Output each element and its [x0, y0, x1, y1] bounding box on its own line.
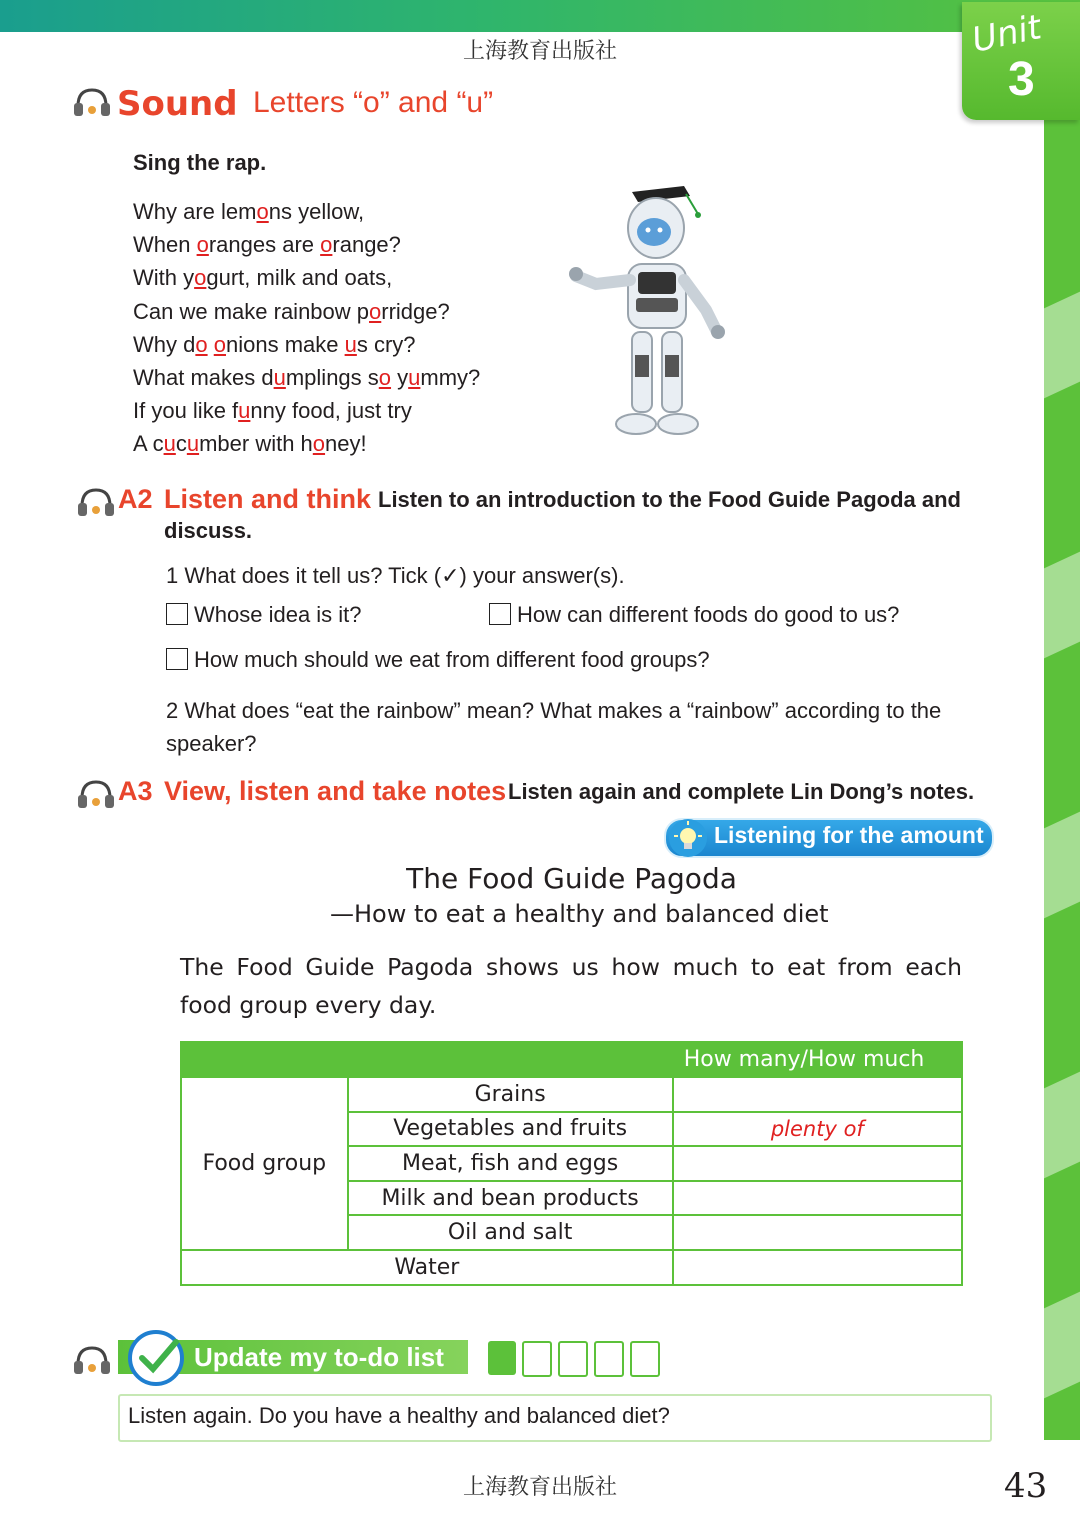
food-item: Milk and bean products — [348, 1181, 673, 1216]
page-number: 43 — [1004, 1466, 1048, 1506]
highlighted-letter: o — [196, 232, 209, 258]
rap-line: Why do onions make us cry? — [133, 331, 416, 357]
option-1-label: Whose idea is it? — [194, 602, 362, 627]
progress-square[interactable] — [558, 1341, 588, 1377]
food-item: Grains — [348, 1077, 673, 1112]
progress-square[interactable] — [522, 1341, 552, 1377]
a2-question-1: 1 What does it tell us? Tick (✓) your answer(s). — [166, 563, 625, 588]
amount-cell[interactable] — [673, 1146, 962, 1181]
robot-illustration — [566, 180, 736, 442]
option-2-label: How can different foods do good to us? — [517, 602, 900, 627]
publisher-footer: 上海教育出版社 — [462, 1475, 617, 1500]
rap-line: What makes dumplings so yummy? — [133, 365, 481, 391]
highlighted-letter: u — [408, 365, 421, 391]
a2-question-2-cont: speaker? — [166, 731, 257, 756]
a2-question-2: 2 What does “eat the rainbow” mean? What makes a “rainbow” according to the — [166, 698, 942, 723]
notes-body: The Food Guide Pagoda shows us how much to eat from each food group every day. — [180, 953, 962, 1019]
a3-number: A3 — [118, 776, 153, 806]
sound-subtitle: Letters “o” and “u” — [253, 86, 494, 119]
progress-square-filled — [488, 1341, 516, 1375]
side-stripe — [1044, 1072, 1080, 1179]
rap-line: Why are lemons yellow, — [133, 199, 365, 224]
highlighted-letter: u — [238, 398, 251, 424]
unit-number: 3 — [1008, 53, 1035, 106]
rap-line: When oranges are orange? — [133, 232, 401, 258]
headphones-icon — [72, 1344, 112, 1378]
sound-title: Sound — [117, 84, 238, 124]
todo-prompt: Listen again. Do you have a healthy and balanced diet? — [128, 1403, 670, 1428]
rap-line: If you like funny food, just try — [133, 398, 412, 424]
side-stripe — [1044, 552, 1080, 659]
a2-instruction: Listen to an introduction to the Food Guide Pagoda and — [378, 487, 961, 512]
highlighted-letter: o — [312, 431, 326, 457]
highlighted-letter: o — [369, 298, 382, 324]
table-header-blank — [181, 1042, 348, 1077]
option-3-label: How much should we eat from different food groups? — [194, 647, 710, 672]
highlighted-letter: o — [320, 232, 333, 258]
side-stripe — [1044, 1292, 1080, 1399]
highlighted-letter: o — [378, 365, 392, 391]
food-group-table — [180, 1041, 963, 1286]
rap-lyrics — [133, 195, 480, 461]
unit-label: Unit — [968, 7, 1045, 61]
amount-cell[interactable] — [673, 1215, 962, 1250]
lightbulb-icon — [668, 818, 708, 858]
highlighted-letter: o — [195, 331, 208, 357]
rap-line: A cucumber with honey! — [133, 431, 367, 457]
table-header-amount: How many/How much — [673, 1042, 962, 1077]
highlighted-letter: u — [163, 431, 176, 457]
a2-number: A2 — [118, 484, 153, 514]
amount-cell[interactable] — [673, 1250, 962, 1285]
highlighted-letter: u — [273, 365, 286, 391]
amount-cell[interactable]: plenty of — [673, 1112, 962, 1147]
publisher-header: 上海教育出版社 — [462, 39, 617, 64]
food-item: Vegetables and fruits — [348, 1112, 673, 1147]
food-item: Oil and salt — [348, 1215, 673, 1250]
progress-square[interactable] — [594, 1341, 624, 1377]
headphones-icon — [72, 86, 112, 120]
top-color-bar — [0, 0, 1080, 32]
water-row-label: Water — [181, 1250, 673, 1285]
highlighted-letter: o — [213, 331, 226, 357]
highlighted-letter: o — [194, 265, 207, 291]
checkmark-circle-icon — [126, 1328, 186, 1388]
notes-subtitle: —How to eat a healthy and balanced diet — [330, 900, 829, 928]
todo-title: Update my to-do list — [194, 1342, 444, 1372]
headphones-icon — [76, 486, 116, 520]
table-header-blank — [348, 1042, 673, 1077]
checkbox-option-2[interactable] — [489, 603, 511, 625]
amount-cell[interactable] — [673, 1077, 962, 1112]
notes-title: The Food Guide Pagoda — [406, 862, 737, 895]
headphones-icon — [76, 778, 116, 812]
highlighted-letter: o — [256, 199, 269, 224]
a3-instruction: Listen again and complete Lin Dong’s notes. — [508, 779, 975, 804]
a3-title: View, listen and take notes — [164, 776, 507, 806]
rap-line: Can we make rainbow porridge? — [133, 298, 450, 324]
highlighted-letter: u — [344, 331, 357, 357]
listening-tip-text: Listening for the amount — [714, 822, 984, 848]
amount-cell[interactable] — [673, 1181, 962, 1216]
sound-instruction: Sing the rap. — [133, 150, 267, 175]
highlighted-letter: u — [186, 431, 200, 457]
rap-line: With yogurt, milk and oats, — [133, 265, 393, 291]
checkbox-option-1[interactable] — [166, 603, 188, 625]
checkbox-option-3[interactable] — [166, 648, 188, 670]
a2-title: Listen and think — [164, 484, 372, 514]
food-item: Meat, fish and eggs — [348, 1146, 673, 1181]
side-stripe — [1044, 292, 1080, 399]
progress-square[interactable] — [630, 1341, 660, 1377]
a2-instruction-cont: discuss. — [164, 518, 253, 543]
food-group-label: Food group — [181, 1077, 348, 1250]
